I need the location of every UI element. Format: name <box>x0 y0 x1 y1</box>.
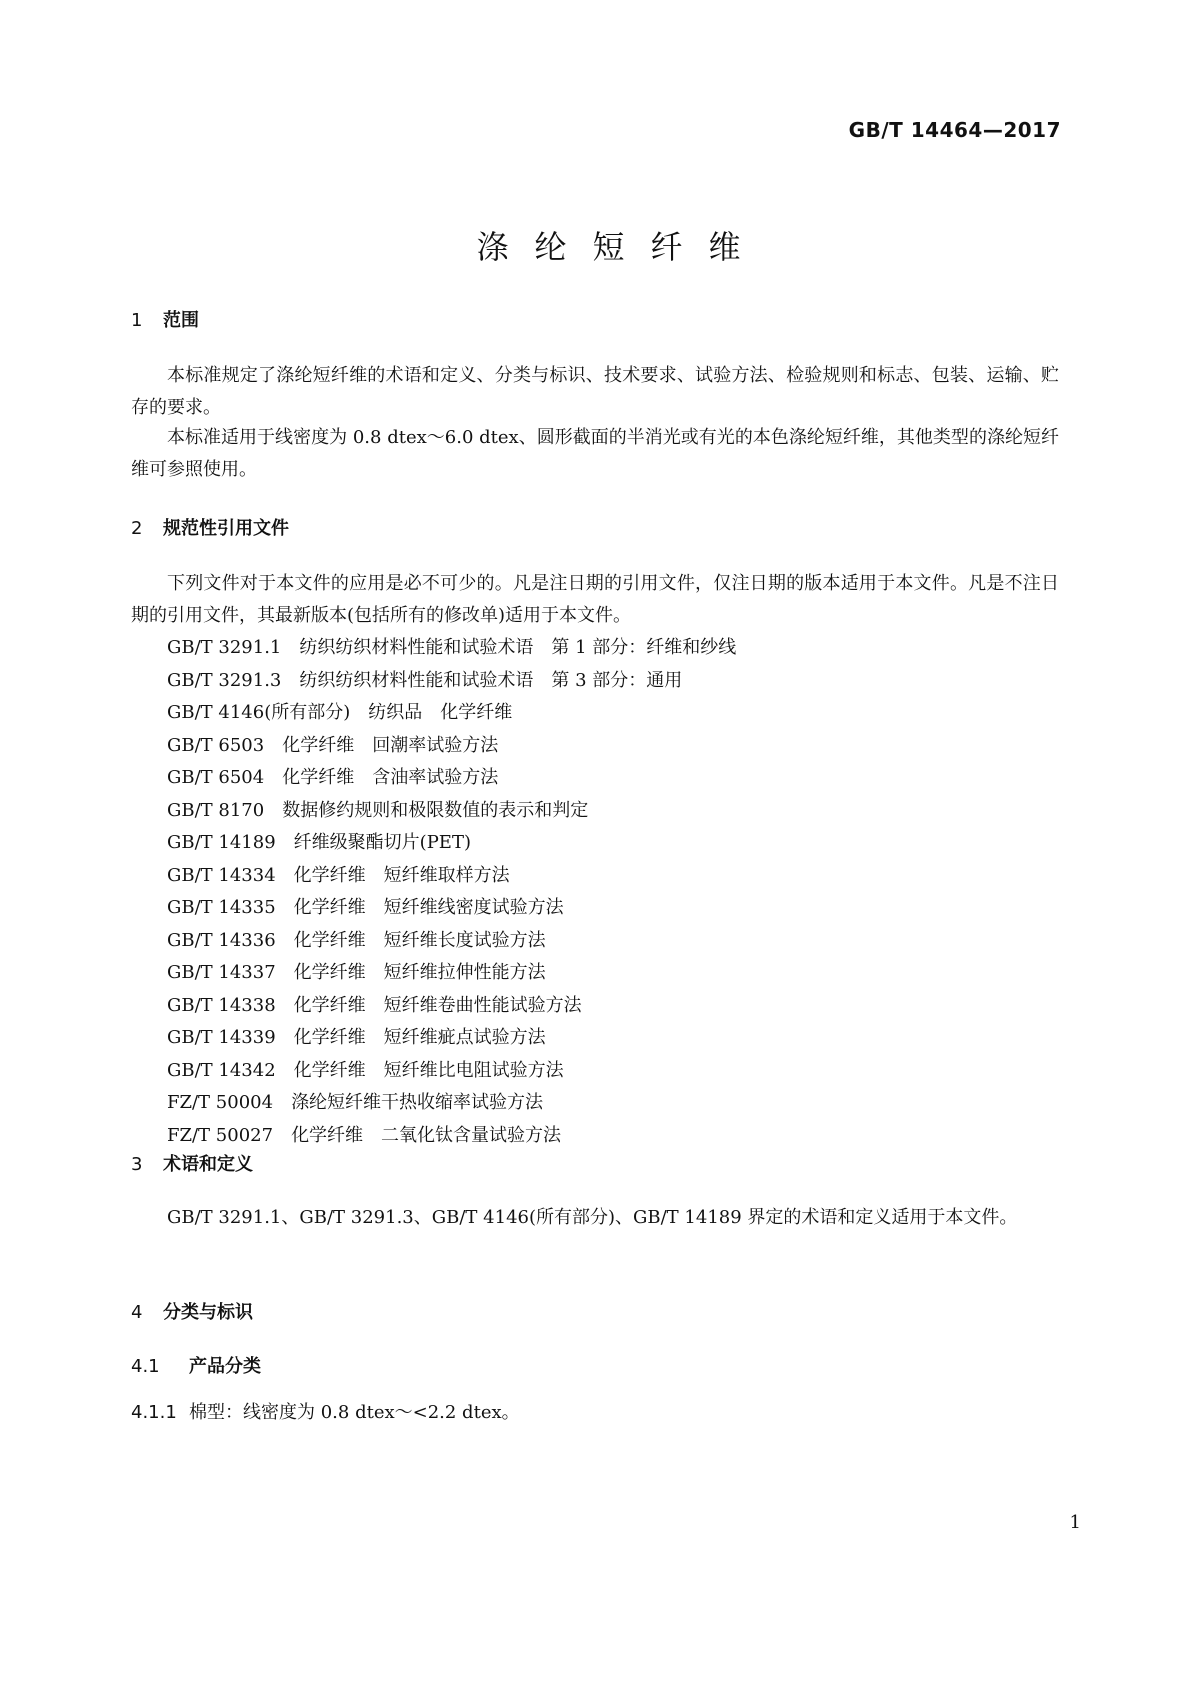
references-intro: 下列文件对于本文件的应用是必不可少的。凡是注日期的引用文件，仅注日期的版本适用于本文件。凡是不注日期的引用文件，其最新版本(包括所有的修改单)适用于本文件。 <box>131 573 1059 626</box>
reference-item <box>167 860 736 893</box>
clause-4-1-1 <box>131 1398 520 1424</box>
reference-code: GB/T 14339 <box>167 1027 276 1048</box>
reference-code: GB/T 6504 <box>167 767 265 788</box>
reference-item <box>167 697 736 730</box>
reference-title: 化学纤维 短纤维取样方法 <box>293 864 510 886</box>
reference-code: GB/T 14337 <box>167 962 276 983</box>
reference-code: GB/T 14189 <box>167 832 276 853</box>
reference-item <box>167 1087 736 1120</box>
subsection-title: 产品分类 <box>189 1356 261 1377</box>
section-number: 4 <box>131 1302 143 1323</box>
subsection-number: 4.1 <box>131 1356 160 1377</box>
reference-code: GB/T 14336 <box>167 929 276 951</box>
reference-title: 数据修约规则和极限数值的表示和判定 <box>282 799 589 821</box>
reference-item <box>167 762 736 795</box>
reference-code: GB/T 8170 <box>167 799 265 821</box>
reference-code: GB/T 14334 <box>167 864 276 886</box>
reference-list <box>167 632 736 1152</box>
reference-title: 纺织纺织材料性能和试验术语 第 1 部分：纤维和纱线 <box>299 637 737 658</box>
section-title: 术语和定义 <box>163 1154 253 1175</box>
reference-title: 化学纤维 短纤维拉伸性能方法 <box>293 962 546 983</box>
reference-item <box>167 925 736 958</box>
section-2-heading <box>131 514 289 540</box>
reference-title: 化学纤维 短纤维长度试验方法 <box>293 929 546 951</box>
reference-code: GB/T 14342 <box>167 1059 276 1081</box>
reference-item <box>167 632 736 665</box>
reference-item <box>167 1022 736 1055</box>
reference-item <box>167 1120 736 1153</box>
reference-code: GB/T 14338 <box>167 994 276 1016</box>
reference-title: 化学纤维 短纤维疵点试验方法 <box>293 1027 546 1048</box>
reference-title: 纺织品 化学纤维 <box>368 702 513 723</box>
reference-code: FZ/T 50004 <box>167 1092 274 1113</box>
reference-item <box>167 827 736 860</box>
clause-text: 棉型：线密度为 0.8 dtex～<2.2 dtex。 <box>189 1402 520 1423</box>
reference-code: GB/T 3291.1 <box>167 637 282 658</box>
scope-paragraph-2: 本标准适用于线密度为 0.8 dtex～6.0 dtex、圆形截面的半消光或有光的本色涤纶短纤维，其他类型的涤纶短纤维可参照使用。 <box>131 427 1059 480</box>
document-title: 涤纶短纤维 <box>476 228 767 266</box>
scope-paragraph-1: 本标准规定了涤纶短纤维的术语和定义、分类与标识、技术要求、试验方法、检验规则和标志、包装、运输、贮存的要求。 <box>131 365 1059 418</box>
reference-title: 化学纤维 短纤维比电阻试验方法 <box>293 1059 564 1081</box>
reference-item <box>167 892 736 925</box>
section-title: 规范性引用文件 <box>163 518 289 539</box>
standard-code: GB/T 14464—2017 <box>848 118 1061 142</box>
reference-item <box>167 990 736 1023</box>
clause-number: 4.1.1 <box>131 1402 177 1423</box>
reference-item <box>167 957 736 990</box>
subsection-4-1-heading <box>131 1352 261 1378</box>
reference-code: GB/T 4146(所有部分) <box>167 702 351 723</box>
page-number: 1 <box>1069 1512 1081 1533</box>
section-number: 1 <box>131 310 143 331</box>
section-1-heading <box>131 306 199 332</box>
reference-code: FZ/T 50027 <box>167 1124 274 1146</box>
reference-title: 化学纤维 短纤维线密度试验方法 <box>293 897 564 918</box>
reference-item <box>167 665 736 698</box>
reference-code: GB/T 14335 <box>167 897 276 918</box>
terms-paragraph: GB/T 3291.1、GB/T 3291.3、GB/T 4146(所有部分)、GB/T 14189 界定的术语和定义适用于本文件。 <box>167 1207 1018 1228</box>
reference-item <box>167 730 736 763</box>
reference-code: GB/T 3291.3 <box>167 669 282 691</box>
section-title: 范围 <box>163 310 199 331</box>
section-number: 3 <box>131 1154 143 1175</box>
section-4-heading <box>131 1298 253 1324</box>
section-number: 2 <box>131 518 143 539</box>
reference-title: 涤纶短纤维干热收缩率试验方法 <box>291 1092 544 1113</box>
reference-title: 化学纤维 回潮率试验方法 <box>282 734 499 756</box>
reference-title: 化学纤维 二氧化钛含量试验方法 <box>291 1124 562 1146</box>
reference-title: 纺织纺织材料性能和试验术语 第 3 部分：通用 <box>299 669 683 691</box>
section-3-heading <box>131 1150 253 1176</box>
reference-title: 化学纤维 短纤维卷曲性能试验方法 <box>293 994 582 1016</box>
reference-title: 纤维级聚酯切片(PET) <box>293 832 471 853</box>
reference-item <box>167 795 736 828</box>
reference-item <box>167 1055 736 1088</box>
reference-code: GB/T 6503 <box>167 734 265 756</box>
reference-title: 化学纤维 含油率试验方法 <box>282 767 499 788</box>
section-title: 分类与标识 <box>163 1302 253 1323</box>
